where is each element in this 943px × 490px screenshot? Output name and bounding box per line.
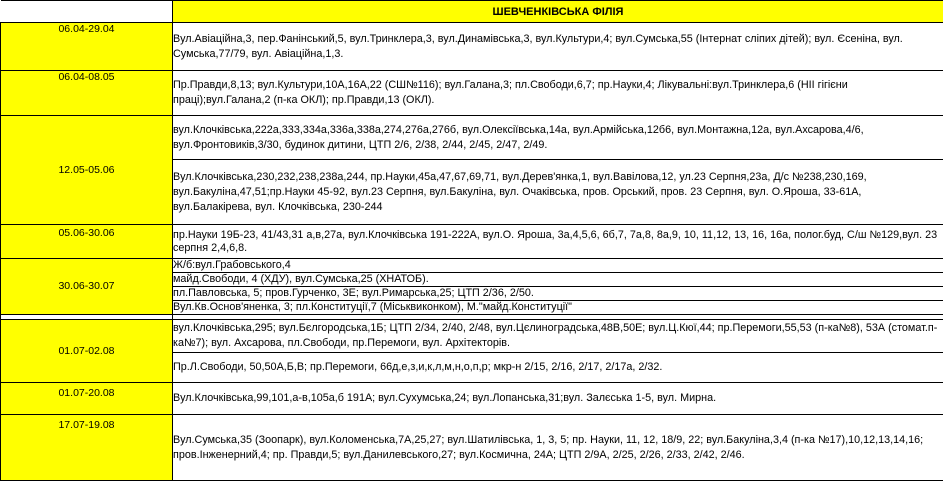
address-cell: Вул.Клочківська,230,232,238,238а,244, пр.Науки,45а,47,67,69,71, вул.Дерев'янка,1, вул.Вавілова,12, ул.23 Серпня,23а, Д/с №238,230,169, вул.Бакуліна,47,51;пр.Науки 45-92, вул.23 Серпня, вул.Бакуліна, вул. Очаківська, пров. Орський, пров. 23 Серпня, вул. О.Яроша, 33-61А, вул.Балакірева, вул. Клочківська, 230-244 (173, 160, 943, 225)
table-row (1, 225, 943, 259)
table-row (1, 71, 943, 116)
address-cell: вул.Клочківська,222а,333,334а,336а,338а,274,276а,276б, вул.Олексіївська,14а, вул.Армійська,12б6, вул.Монтажна,12а, вул.Ахсарова,4/6, вул.Фронтовиків,3/30, будинок дитини, ЦТП 2/6, 2/38, 2/44, 2/45, 2/47, 2/49. (173, 116, 943, 160)
address-cell: Вул.Авіаційна,3, пер.Фанінський,5, вул.Тринклера,3, вул.Динамівська,3, вул.Культури,4; вул.Сумська,55 (Інтернат сліпих дітей); вул. Єсеніна, вул. Сумська,77/79, вул. Авіаційна,1,3. (173, 23, 943, 71)
address-cell: Вул.Клочківська,99,101,а-в,105а,б 191А; вул.Сухумська,24; вул.Лопанська,31;вул. Залєська 1-5, вул. Мирна. (173, 383, 943, 415)
date-cell: 17.07-19.08 (1, 415, 173, 481)
header-row (1, 1, 943, 23)
address-cell: Вул.Сумська,35 (Зоопарк), вул.Коломенська,7А,25,27; вул.Шатилівська, 1, 3, 5; пр. Науки, 11, 12, 18/9, 22; вул.Бакуліна,3,4 (п-ка №17),10,12,13,14,16; пров.Інженерний,4; пр. Правди,5; вул.Данилевського,27; вул.Космична, 24А; ЦТП 2/9А, 2/25, 2/26, 2/33, 2/42, 2/46. (173, 415, 943, 481)
address-cell: Ж/б:вул.Грабовського,4 (173, 259, 943, 273)
address-cell: майд.Свободи, 4 (ХДУ), вул.Сумська,25 (ХНАТОБ). (173, 273, 943, 287)
table-row (1, 259, 943, 273)
table-row (1, 320, 943, 353)
address-cell: Пр.Л.Свободи, 50,50А,Б,В; пр.Перемоги, 66д,е,з,и,к,л,м,н,о,п,р; мкр-н 2/15, 2/16, 2/17, 2/17а, 2/32. (173, 353, 943, 383)
date-cell: 05.06-30.06 (1, 225, 173, 259)
date-cell: 06.04-29.04 (1, 23, 173, 71)
date-cell: 06.04-08.05 (1, 71, 173, 116)
address-cell: Пр.Правди,8,13; вул.Культури,10А,16А,22 (СШ№116); вул.Галана,3; пл.Свободи,6,7; пр.Науки,4; Лікувальні:вул.Тринклера,6 (НІІ гігієни праці);вул.Галана,2 (п-ка ОКЛ); пр.Правди,13 (ОКЛ). (173, 71, 943, 116)
table-row (1, 116, 943, 160)
table-row (1, 23, 943, 71)
address-cell: Вул.Кв.Основ'яненка, 3; пл.Конституції,7 (Міськвиконком), М."майд.Конституції" (173, 301, 943, 315)
date-cell: 01.07-20.08 (1, 383, 173, 415)
table-row (1, 383, 943, 415)
table-row (1, 415, 943, 481)
address-cell: пл.Павловська, 5; пров.Гурченко, 3Е; вул.Римарська,25; ЦТП 2/36, 2/50. (173, 287, 943, 301)
address-cell: вул.Клочківська,295; вул.Бєлгородська,1Б; ЦТП 2/34, 2/40, 2/48, вул.Цєлиноградська,48В,50Е; вул.Ц.Кюї,44; пр.Перемоги,55,53 (п-ка№8), 53А (стомат.п-ка№7); вул. Ахсарова, пл.Свободи, пр.Перемоги, вул. Архітекторів. (173, 320, 943, 353)
date-cell: 30.06-30.07 (1, 259, 173, 315)
address-cell: пр.Науки 19Б-23, 41/43,31 а,в,27а, вул.Клочківська 191-222А, вул.О. Яроша, 3а,4,5,6, 6б,7, 7а,8, 8а,9, 10, 11,12, 13, 16, 16а, полог.буд, С/ш №129,вул. 23 серпня 2,4,6,8. (173, 225, 943, 259)
date-cell: 12.05-05.06 (1, 116, 173, 225)
date-cell: 01.07-02.08 (1, 320, 173, 383)
header-empty-cell (1, 1, 173, 23)
branch-title: ШЕВЧЕНКІВСЬКА ФІЛІЯ (173, 1, 943, 23)
